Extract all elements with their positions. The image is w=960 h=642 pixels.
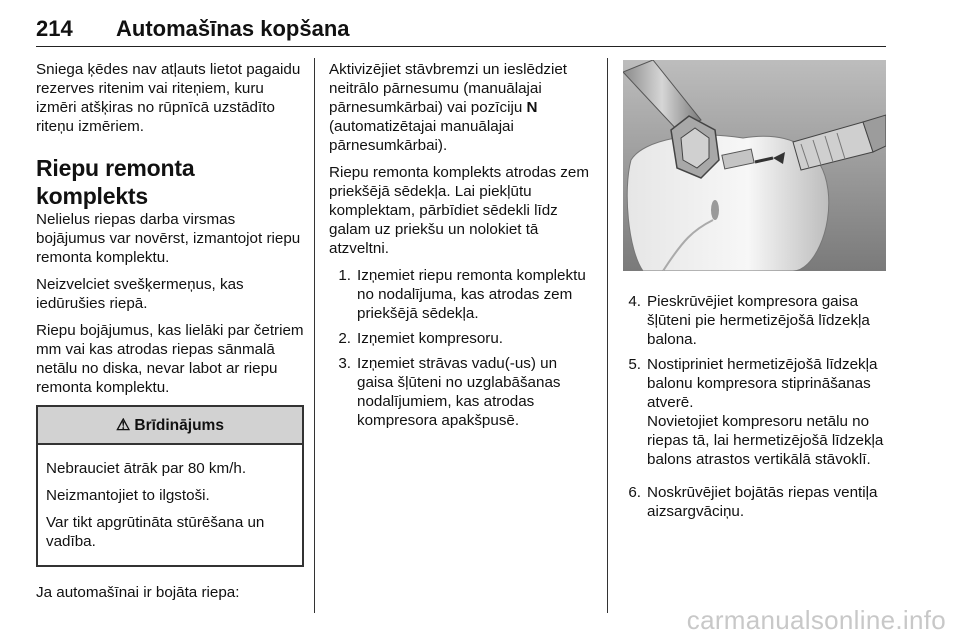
paragraph	[329, 60, 597, 155]
page-title: Automašīnas kopšana	[116, 16, 350, 41]
page-number: 214	[36, 16, 73, 41]
warning-body	[38, 445, 302, 565]
text-run: Aktivizējiet stāvbremzi un ieslēdziet neitrālo pārnesumu (manuālajai pārnesumkārbai) vai pozīciju	[329, 61, 568, 116]
steps-list	[333, 266, 597, 430]
gear-position-label: N	[526, 99, 538, 116]
step-text: Nostipriniet hermetizējošā līdzekļa balonu kompresora stiprināšanas atverē.	[647, 356, 878, 411]
step-number: 6.	[628, 484, 641, 501]
paragraph: Riepu bojājumus, kas lielāki par četriem mm vai kas atrodas riepas sānmalā netālu no diska, nevar labot ar riepu remonta komplektu.	[36, 322, 304, 396]
column-divider	[314, 58, 315, 613]
step-item	[333, 329, 597, 348]
step-text: Noskrūvējiet bojātās riepas ventiļa aizsargvāciņu.	[647, 484, 878, 520]
step-number: 5.	[628, 356, 641, 373]
step-note: Novietojiet kompresoru netālu no riepas tā, lai hermetizējošā līdzekļa balons atrastos vertikālā stāvoklī.	[647, 413, 884, 468]
section-heading: Riepu remonta komplekts	[36, 155, 195, 209]
column-right	[623, 60, 886, 527]
page-header	[36, 8, 886, 47]
paragraph: Nelielus riepas darba virsmas bojājumus var novērst, izmantojot riepu remonta komplektu.	[36, 211, 301, 266]
paragraph: Ja automašīnai ir bojāta riepa:	[36, 584, 240, 601]
step-item	[623, 483, 886, 521]
warning-line: Neizmantojiet to ilgstoši.	[46, 487, 210, 504]
watermark: carmanualsonline.info	[686, 605, 946, 635]
step-number: 3.	[338, 355, 351, 372]
step-number: 4.	[628, 293, 641, 310]
column-middle	[329, 60, 597, 436]
step-number: 2.	[338, 330, 351, 347]
step-item	[333, 266, 597, 323]
warning-icon: ⚠	[116, 416, 131, 434]
step-body	[647, 355, 886, 477]
step-item	[333, 354, 597, 430]
warning-line: Nebrauciet ātrāk par 80 km/h.	[46, 460, 247, 477]
step-text: Izņemiet strāvas vadu(-us) un gaisa šļūteni no uzglabāšanas nodalījumiem, kas atrodas kompresora apakšpusē.	[357, 355, 561, 429]
warning-box	[36, 405, 304, 567]
paragraph: Riepu remonta komplekts atrodas zem priekšējā sēdekļa. Lai piekļūtu komplektam, pārbīdiet sēdekli līdz galam uz priekšu un nolokiet tā atzveltni.	[329, 164, 589, 257]
intro-paragraph: Sniega ķēdes nav atļauts lietot pagaidu rezerves ritenim vai riteņiem, kuru izmēri atšķiras no rūpnīcā uzstādīto riteņu izmēriem.	[36, 61, 301, 135]
steps-list	[623, 292, 886, 521]
step-text: Pieskrūvējiet kompresora gaisa šļūteni pie hermetizējošā līdzekļa balona.	[647, 293, 870, 348]
warning-header	[38, 407, 302, 445]
step-item	[623, 292, 886, 349]
paragraph: Neizvelciet svešķermeņus, kas iedūrušies riepā.	[36, 276, 244, 312]
step-item	[623, 355, 886, 477]
step-number: 1.	[338, 267, 351, 284]
text-run: (automatizētajai manuālajai pārnesumkārbai).	[329, 118, 514, 154]
step-text: Izņemiet riepu remonta komplektu no nodalījuma, kas atrodas zem priekšējā sēdekļa.	[357, 267, 586, 322]
hose-connector-illustration	[623, 60, 886, 271]
warning-title: Brīdinājums	[134, 416, 224, 434]
step-text: Izņemiet kompresoru.	[357, 330, 504, 347]
column-left	[36, 60, 304, 610]
warning-line: Var tikt apgrūtināta stūrēšana un vadība.	[46, 514, 265, 550]
column-divider	[607, 58, 608, 613]
